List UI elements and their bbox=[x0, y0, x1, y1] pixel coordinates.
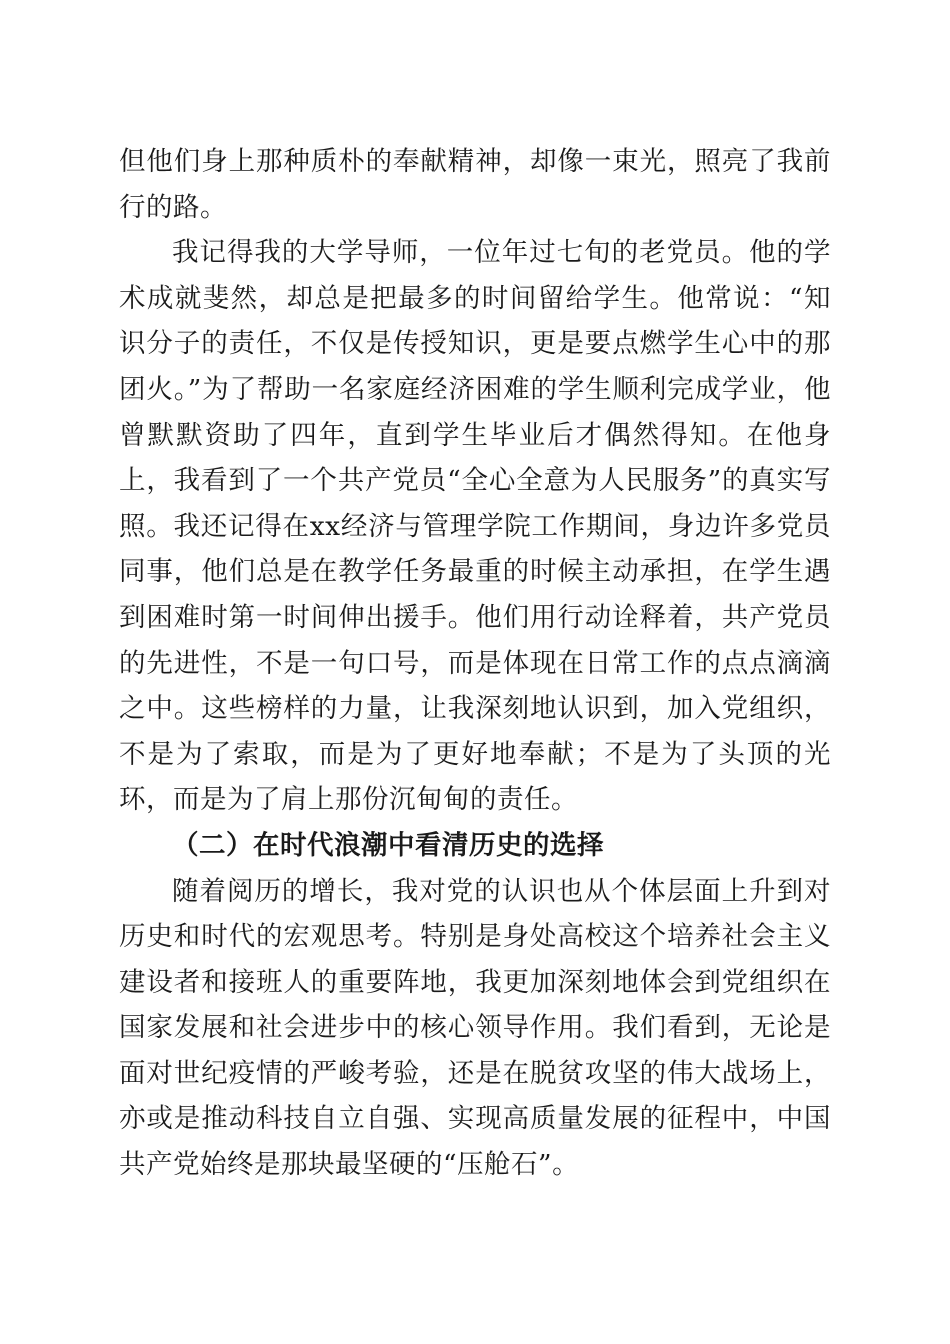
paragraph-historical-choice: 随着阅历的增长，我对党的认识也从个体层面上升到对历史和时代的宏观思考。特别是身处高校这个培养社会主义建设者和接班人的重要阵地，我更加深刻地体会到党组织在国家发展和社会进步中的核心领导作用。我们看到，无论是面对世纪疫情的严峻考验，还是在脱贫攻坚的伟大战场上，亦或是推动科技自立自强、实现高质量发展的征程中，中国共产党始终是那块最坚硬的“压舱石”。 bbox=[119, 875, 831, 1181]
section-heading: （二）在时代浪潮中看清历史的选择 bbox=[172, 829, 604, 861]
paragraph-mentor-story: 我记得我的大学导师，一位年过七旬的老党员。他的学术成就斐然，却总是把最多的时间留给学生。他常说：“知识分子的责任，不仅是传授知识，更是要点燃学生心中的那团火。”为了帮助一名家庭经济困难的学生顺利完成学业，他曾默默资助了四年，直到学生毕业后才偶然得知。在他身上，我看到了一个共产党员“全心全意为人民服务”的真实写照。我还记得在xx经济与管理学院工作期间，身边许多党员同事，他们总是在教学任务最重的时候主动承担，在学生遇到困难时第一时间伸出援手。他们用行动诠释着，共产党员的先进性，不是一句口号，而是体现在日常工作的点点滴滴之中。这些榜样的力量，让我深刻地认识到，加入党组织，不是为了索取，而是为了更好地奉献；不是为了头顶的光环，而是为了肩上那份沉甸甸的责任。 bbox=[119, 237, 831, 816]
document-body bbox=[119, 139, 831, 1188]
paragraph-continuation: 但他们身上那种质朴的奉献精神，却像一束光，照亮了我前行的路。 bbox=[119, 146, 831, 223]
